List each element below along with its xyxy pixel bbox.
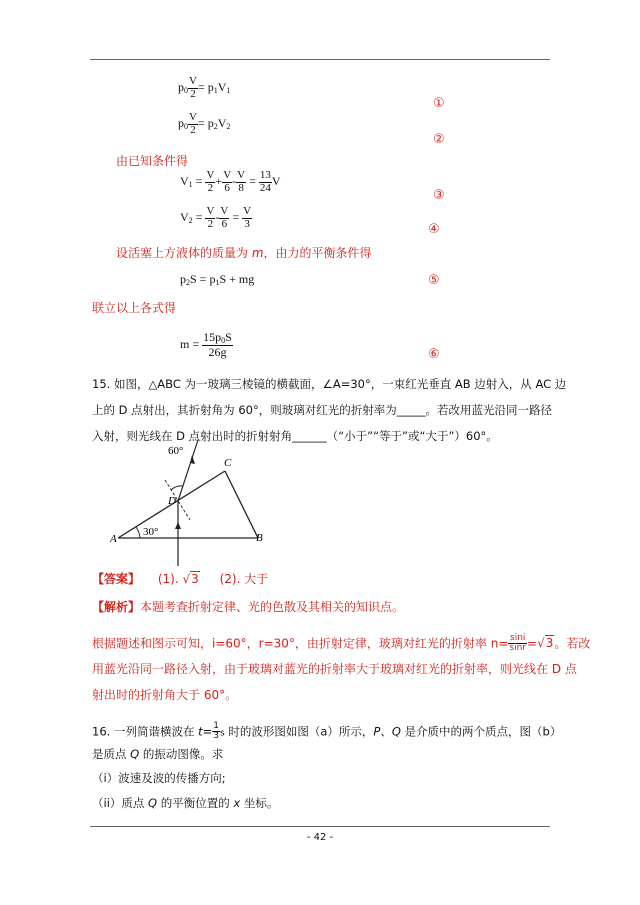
- eq3-frac-3: [236, 170, 246, 194]
- eq3-tail: V: [271, 173, 281, 188]
- equation-3: [180, 170, 281, 194]
- eq4-frac-3: [242, 206, 252, 230]
- eq2-rhs-v: V: [217, 115, 227, 130]
- analysis-tag: 【解析】: [92, 600, 141, 614]
- q16-x-variable: x: [233, 796, 241, 810]
- eq1-num: V: [189, 75, 197, 87]
- eq2-rhs: = p: [197, 115, 214, 130]
- marker-3: ③: [433, 188, 445, 203]
- eq3-f1-den: 2: [207, 181, 214, 194]
- solution-line-3: 射出时的折射角大于 60°。: [92, 688, 238, 702]
- eq5-rest: S = p: [190, 272, 216, 286]
- eq4-f2-num: V: [220, 205, 229, 217]
- mass-variable: m: [251, 246, 264, 260]
- equation-2: [178, 112, 230, 136]
- q16-item-2b: 的平衡位置的: [157, 796, 234, 810]
- q16-separator: 、: [380, 724, 392, 739]
- eq3-f3-den: 8: [238, 181, 244, 194]
- mass-text-a: 设活塞上方液体的质量为: [116, 246, 252, 260]
- eq1-den: 2: [190, 87, 196, 100]
- eq5-rest-2: S + mg: [219, 272, 255, 286]
- eq3-f2-den: 6: [224, 181, 230, 194]
- eq4-f1-num: V: [206, 205, 215, 217]
- q15-line-3: 入射，则光线在 D 点射出时的折射射角______（“小于”“等于”或“大于”）60°。: [92, 429, 498, 443]
- q15-line-1: 15. 如图，△ABC 为一玻璃三棱镜的横截面，∠A=30°，一束红光垂直 AB 边射入，从 AC 边: [92, 377, 567, 391]
- eq3-frac-1: [205, 170, 215, 194]
- page-number: - 42 -: [306, 832, 334, 843]
- eq1-p: p: [178, 79, 184, 94]
- eq5-sub: 2: [186, 278, 190, 287]
- solution-line-1: [92, 634, 590, 654]
- eq6-num-sub: 0: [221, 336, 226, 345]
- eq4-op-1: -: [215, 209, 220, 224]
- q15-line-2: 上的 D 点射出，其折射角为 60°，则玻璃对红光的折射率为_____。若改用蓝光沿同一路径: [92, 403, 552, 417]
- known-conditions-text: 由已知条件得: [116, 154, 189, 168]
- equation-6: [180, 331, 233, 359]
- eq3-f2-num: V: [223, 169, 232, 181]
- q16-p-variable: P: [373, 724, 381, 739]
- eq3-frac-2: [222, 170, 232, 194]
- marker-4: ④: [428, 222, 440, 237]
- eq6-num-tail: S: [225, 330, 232, 344]
- eq6-num: [202, 331, 233, 346]
- label-b: B: [256, 532, 263, 544]
- eq3-op-2: -: [232, 173, 237, 188]
- eq6-num-a: 15p: [203, 330, 222, 344]
- eq4-equals-2: =: [232, 209, 240, 224]
- eq3-op-1: +: [215, 173, 223, 188]
- q16-t-den: 3: [213, 731, 219, 742]
- mass-text-b: ，由力的平衡条件得: [263, 246, 372, 260]
- marker-2: ②: [433, 132, 445, 147]
- eq3-lhs-sub: 1: [188, 179, 193, 189]
- eq2-p-sub: 0: [184, 121, 188, 131]
- eq2-num: V: [189, 111, 197, 123]
- mass-assumption-text: [116, 244, 372, 261]
- solution-frac-den: sinr: [509, 643, 526, 654]
- answer-sqrt-value: 3: [191, 572, 199, 586]
- analysis-line: [92, 598, 404, 615]
- answer-sqrt: √3: [182, 572, 199, 586]
- solution-line-1a: 根据题述和图示可知，i=60°，r=30°，由折射定律，玻璃对红光的折射率 n=: [92, 636, 509, 651]
- marker-5: ⑤: [428, 273, 440, 288]
- q16-line-1c: 是介质中的两个质点，图（b）: [400, 724, 562, 739]
- q16-line-1: [92, 722, 561, 742]
- q16-q-variable-2: Q: [130, 747, 140, 761]
- q16-t-num: 1: [213, 721, 219, 731]
- label-c: C: [224, 457, 232, 469]
- answer-tag: 【答案】: [92, 572, 141, 586]
- incident-arrow: [175, 522, 181, 529]
- label-a: A: [110, 533, 117, 545]
- eq3-f4-num: 13: [259, 169, 271, 181]
- eq4-f3-num: V: [243, 205, 252, 217]
- eq3-f1-num: V: [206, 169, 215, 181]
- eq2-den: 2: [190, 123, 196, 136]
- q16-line-2a: 是质点: [92, 747, 131, 761]
- q16-t-fraction: [212, 722, 220, 742]
- q16-line-1a: 16. 一列简谐横波在: [92, 724, 199, 739]
- eq1-rhs-v: V: [217, 79, 227, 94]
- q16-t-variable: t: [198, 724, 203, 739]
- equation-5: [180, 272, 254, 287]
- q16-line-2: [92, 746, 223, 762]
- q16-item-2c: 坐标。: [240, 796, 279, 810]
- eq3-f3-num: V: [237, 169, 246, 181]
- side-cb: [225, 471, 258, 538]
- eq1-rhs: = p: [197, 79, 214, 94]
- eq3-frac-4: [259, 170, 272, 194]
- analysis-text: 本题考查折射定律、光的色散及其相关的知识点。: [140, 600, 405, 614]
- eq2-rhs-sub: 2: [213, 121, 218, 131]
- eq6-fraction: [202, 331, 233, 359]
- eq4-f3-den: 3: [244, 217, 250, 230]
- label-d: D: [168, 495, 176, 507]
- eq4-lhs-sub: 2: [188, 215, 193, 225]
- q16-t-unit: s: [220, 728, 225, 739]
- answer-part-1: (1).: [157, 572, 179, 586]
- eq3-lhs: V: [180, 173, 189, 188]
- solution-equals: =: [527, 636, 538, 651]
- answer-part-2: (2). 大于: [219, 572, 269, 586]
- equation-4: [180, 206, 252, 230]
- eq2-fraction: [188, 112, 198, 136]
- solution-fraction: [508, 634, 527, 654]
- q16-t-equals: =: [202, 724, 213, 739]
- q16-q-variable-3: Q: [148, 796, 158, 810]
- eq4-f1-den: 2: [207, 217, 214, 230]
- eq5-sub-2: 1: [215, 278, 220, 287]
- eq6-den: 26g: [208, 345, 227, 360]
- eq2-rhs-vsub: 2: [226, 121, 231, 131]
- eq5-p: p: [180, 272, 186, 286]
- eq4-equals: =: [195, 209, 203, 224]
- angle-a-arc: [136, 527, 140, 538]
- eq4-frac-2: [219, 206, 229, 230]
- prism-diagram: [110, 438, 290, 568]
- combine-text: 联立以上各式得: [92, 301, 177, 315]
- eq3-f4-den: 24: [259, 181, 271, 194]
- eq1-rhs-vsub: 1: [226, 85, 231, 95]
- eq1-rhs-sub: 1: [213, 85, 218, 95]
- solution-sqrt: √3: [537, 636, 554, 651]
- solution-line-2: 用蓝光沿同一路径入射，由于玻璃对蓝光的折射率大于玻璃对红光的折射率，则光线在 D 点: [92, 662, 577, 676]
- q16-line-1b: 时的波形图如图（a）所示，: [224, 724, 374, 739]
- top-rule: [90, 59, 550, 60]
- marker-1: ①: [433, 96, 445, 111]
- q16-item-2a: （ii）质点: [92, 796, 149, 810]
- answer-line: [92, 570, 268, 587]
- solution-line-1b: 。若改: [554, 636, 591, 651]
- eq3-equals-2: =: [249, 173, 256, 188]
- label-60: 60°: [168, 445, 184, 457]
- eq4-f2-den: 6: [221, 217, 228, 230]
- eq1-fraction: [188, 76, 198, 100]
- eq1-p-sub: 0: [184, 85, 188, 95]
- eq3-equals: =: [195, 173, 203, 188]
- q16-item-1: （i）波速及波的传播方向;: [92, 771, 226, 785]
- equation-1: [178, 76, 230, 100]
- eq4-frac-1: [205, 206, 215, 230]
- eq2-p: p: [178, 115, 184, 130]
- bottom-rule: [90, 826, 550, 827]
- q16-q-variable: Q: [391, 724, 401, 739]
- marker-6: ⑥: [428, 347, 440, 362]
- label-30: 30°: [143, 526, 159, 538]
- eq6-lhs: m =: [180, 336, 200, 351]
- solution-sqrt-value: 3: [545, 636, 554, 651]
- q16-item-2: [92, 795, 278, 811]
- q16-line-2b: 的振动图像。求: [139, 747, 224, 761]
- eq4-lhs: V: [180, 209, 189, 224]
- solution-frac-num: sini: [510, 633, 526, 643]
